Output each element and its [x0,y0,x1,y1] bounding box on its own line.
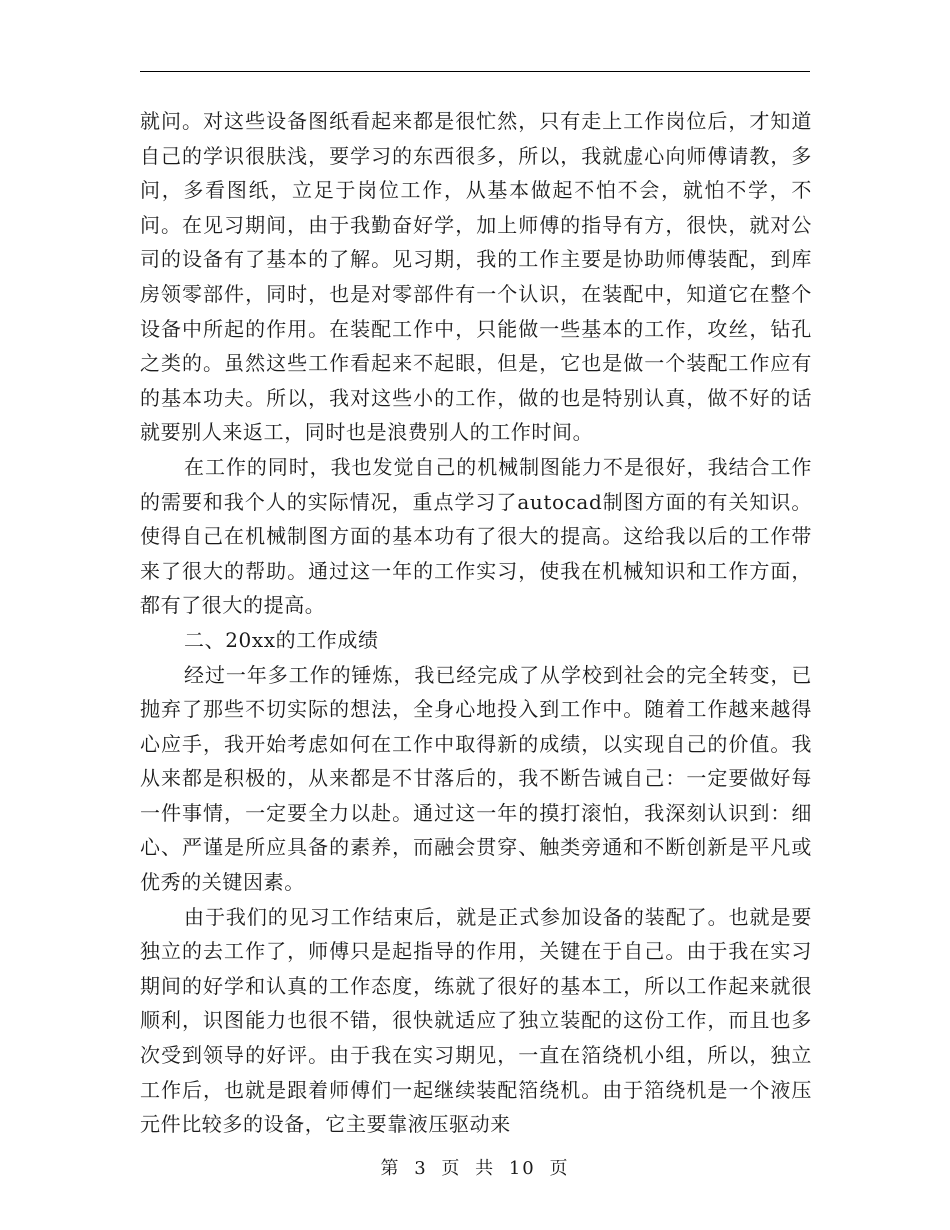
section-heading: 二、20xx的工作成绩 [184,627,379,652]
header-rule [140,71,810,72]
paragraph-4: 由于我们的见习工作结束后，就是正式参加设备的装配了。也就是要独立的去工作了，师傅只是起指导的作用，关键在于自己。由于我在实习期间的好学和认真的工作态度，练就了很好的基本工，所以工作起来就很顺利，识图能力也很不错，很快就适应了独立装配的这份工作，而且也多次受到领导的好评。由于我在实习期见，一直在箔绕机小组，所以，独立工作后，也就是跟着师傅们一起继续装配箔绕机。由于箔绕机是一个液压元件比较多的设备，它主要靠液压驱动来 [140,904,812,1137]
paragraph-2: 在工作的同时，我也发觉自己的机械制图能力不是很好，我结合工作的需要和我个人的实际情况，重点学习了autocad制图方面的有关知识。使得自己在机械制图方面的基本功有了很大的提高。这给我以后的工作带来了很大的帮助。通过这一年的工作实习，使我在机械知识和工作方面，都有了很大的提高。 [140,454,812,618]
paragraph-3: 经过一年多工作的锤炼，我已经完成了从学校到社会的完全转变，已抛弃了那些不切实际的想法，全身心地投入到工作中。随着工作越来越得心应手，我开始考虑如何在工作中取得新的成绩，以实现自己的价值。我从来都是积极的，从来都是不甘落后的，我不断告诫自己：一定要做好每一件事情，一定要全力以赴。通过这一年的摸打滚怕，我深刻认识到：细心、严谨是所应具备的素养，而融会贯穿、触类旁通和不断创新是平凡或优秀的关键因素。 [140,662,812,895]
page-number-footer: 第 3 页 共 10 页 [380,1158,570,1179]
body-text [140,104,812,1142]
paragraph-1: 就问。对这些设备图纸看起来都是很忙然，只有走上工作岗位后，才知道自己的学识很肤浅，要学习的东西很多，所以，我就虚心向师傅请教，多问，多看图纸，立足于岗位工作，从基本做起不怕不会，就怕不学，不问。在见习期间，由于我勤奋好学，加上师傅的指导有方，很快，就对公司的设备有了基本的了解。见习期，我的工作主要是协助师傅装配，到库房领零部件，同时，也是对零部件有一个认识，在装配中，知道它在整个设备中所起的作用。在装配工作中，只能做一些基本的工作，攻丝，钻孔之类的。虽然这些工作看起来不起眼，但是，它也是做一个装配工作应有的基本功夫。所以，我对这些小的工作，做的也是特别认真，做不好的话就要别人来返工，同时也是浪费别人的工作时间。 [140,109,812,445]
